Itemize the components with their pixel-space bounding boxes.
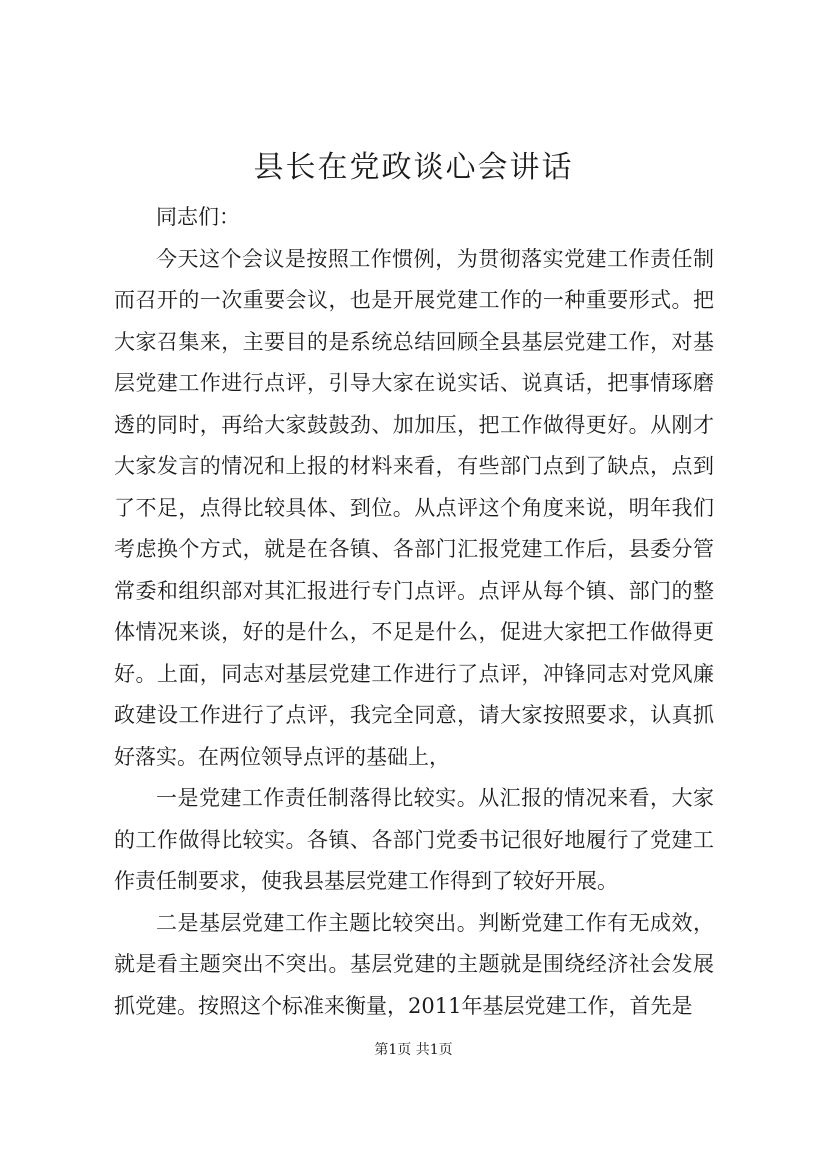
document-title: 县长在党政谈心会讲话 [253,150,574,185]
page-number-footer: 第1页 共1页 [374,1042,453,1058]
body-paragraph: 今天这个会议是按照工作惯例，为贯彻落实党建工作责任制而召开的一次重要会议，也是开展党建工作的一种重要形式。把大家召集来，主要目的是系统总结回顾全县基层党建工作，对基层党建工作进行点评，引导大家在说实话、说真话，把事情琢磨透的同时，再给大家鼓鼓劲、加加压，把工作做得更好。从刚才大家发言的情况和上报的材料来看，有些部门点到了缺点，点到了不足，点得比较具体、到位。从点评这个角度来说，明年我们考虑换个方式，就是在各镇、各部门汇报党建工作后，县委分管常委和组织部对其汇报进行专门点评。点评从每个镇、部门的整体情况来谈，好的是什么，不足是什么，促进大家把工作做得更好。上面，同志对基层党建工作进行了点评，冲锋同志对党风廉政建设工作进行了点评，我完全同意，请大家按照要求，认真抓好落实。在两位领导点评的基础上， [114,246,714,769]
document-body [114,197,714,1027]
body-paragraph: 一是党建工作责任制落得比较实。从汇报的情况来看，大家的工作做得比较实。各镇、各部门党委书记很好地履行了党建工作责任制要求，使我县基层党建工作得到了较好开展。 [114,786,714,893]
body-paragraph: 二是基层党建工作主题比较突出。判断党建工作有无成效，就是看主题突出不突出。基层党建的主题就是围绕经济社会发展抓党建。按照这个标准来衡量，2011年基层党建工作，首先是 [114,910,714,1018]
salutation-paragraph: 同志们： [156,205,240,229]
